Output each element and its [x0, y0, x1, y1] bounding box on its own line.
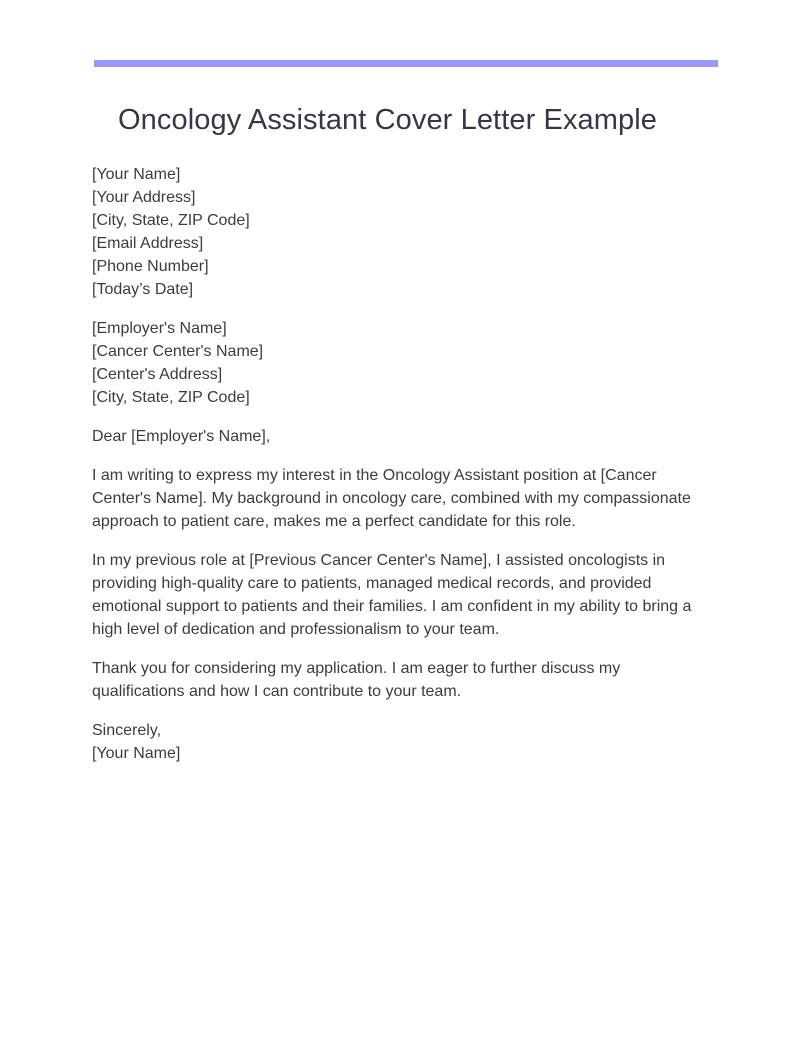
employer-name: [Employer's Name] — [92, 320, 227, 337]
sender-address-block — [92, 163, 692, 301]
letter-body — [92, 163, 692, 781]
sender-email: [Email Address] — [92, 235, 204, 252]
body-paragraph-intro: I am writing to express my interest in the Oncology Assistant position at [Cancer Center's Name]. My background in oncology care, combined with my compassionate approach to patient care, makes me a perfect candidate for this role. — [92, 467, 691, 530]
recipient-city-state-zip: [City, State, ZIP Code] — [92, 389, 250, 406]
sender-city-state-zip: [City, State, ZIP Code] — [92, 212, 250, 229]
sender-address: [Your Address] — [92, 189, 196, 206]
sender-name: [Your Name] — [92, 166, 181, 183]
page-title: Oncology Assistant Cover Letter Example — [118, 104, 658, 136]
closing-phrase: Sincerely, — [92, 722, 162, 739]
signoff-block — [92, 719, 692, 765]
body-paragraph-experience: In my previous role at [Previous Cancer Center's Name], I assisted oncologists in providing high-quality care to patients, managed medical records, and provided emotional support to patients and their families. I am confident in my ability to bring a high level of dedication and professionalism to your team. — [92, 552, 692, 638]
recipient-address-block — [92, 317, 692, 409]
cancer-center-name: [Cancer Center's Name] — [92, 343, 264, 360]
body-paragraph-closing: Thank you for considering my application. I am eager to further discuss my qualifications and how I can contribute to your team. — [92, 660, 621, 700]
accent-bar — [94, 60, 718, 67]
signature-name: [Your Name] — [92, 745, 181, 762]
salutation: Dear [Employer's Name], — [92, 428, 271, 445]
center-address: [Center's Address] — [92, 366, 223, 383]
sender-phone: [Phone Number] — [92, 258, 209, 275]
letter-date: [Today’s Date] — [92, 281, 194, 298]
